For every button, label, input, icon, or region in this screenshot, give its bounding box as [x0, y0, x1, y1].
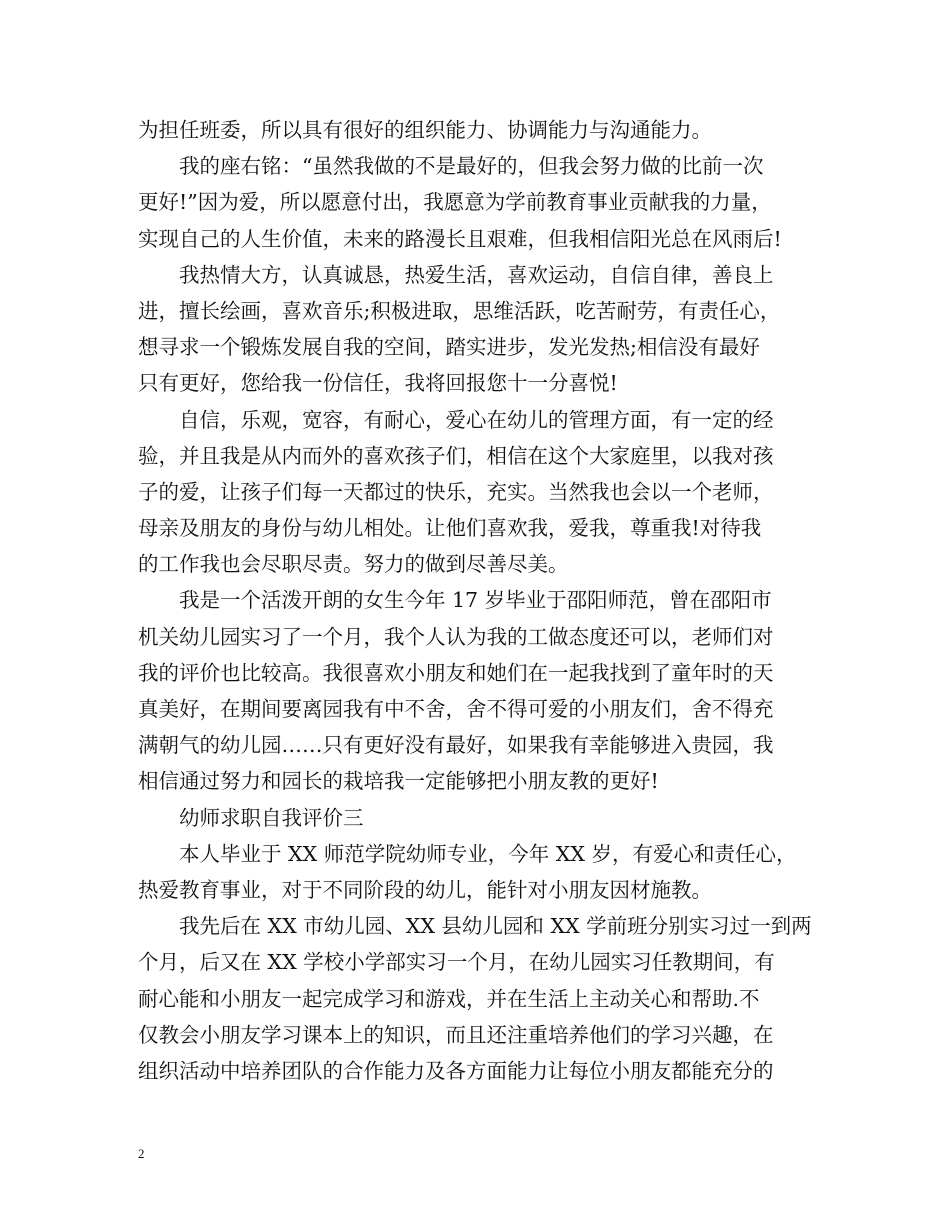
text-line: 仅教会小朋友学习课本上的知识，而且还注重培养他们的学习兴趣，在 — [138, 1022, 774, 1047]
text-line: 实现自己的人生价值，未来的路漫长且艰难，但我相信阳光总在风雨后! — [138, 226, 782, 251]
body-text — [138, 112, 818, 1089]
text-line: 验，并且我是从内而外的喜欢孩子们，相信在这个大家庭里，以我对孩 — [138, 443, 774, 468]
text-line: 为担任班委，所以具有很好的组织能力、协调能力与沟通能力。 — [138, 118, 712, 142]
text-line: 满朝气的幼儿园……只有更好没有最好，如果我有幸能够进入贵园，我 — [138, 733, 774, 758]
text-line: 我的评价也比较高。我很喜欢小朋友和她们在一起我找到了童年时的天 — [138, 660, 774, 685]
text-line: 组织活动中培养团队的合作能力及各方面能力让每位小朋友都能充分的 — [138, 1058, 774, 1083]
text-line: 子的爱，让孩子们每一天都过的快乐，充实。当然我也会以一个老师， — [138, 479, 774, 504]
text-line: 个月，后又在 XX 学校小学部实习一个月，在幼儿园实习任教期间，有 — [138, 950, 775, 975]
text-line: 我的座右铭：“虽然我做的不是最好的，但我会努力做的比前一次 — [179, 154, 764, 179]
page-number: 2 — [138, 1146, 145, 1161]
text-line: 耐心能和小朋友一起完成学习和游戏，并在生活上主动关心和帮助.不 — [138, 986, 760, 1011]
text-line: 想寻求一个锻炼发展自我的空间，踏实进步，发光发热;相信没有最好 — [138, 335, 760, 360]
text-line: 母亲及朋友的身份与幼儿相处。让他们喜欢我，爱我，尊重我!对待我 — [138, 516, 762, 541]
text-line: 只有更好，您给我一份信任，我将回报您十一分喜悦! — [138, 371, 618, 396]
text-line: 热爱教育事业，对于不同阶段的幼儿，能针对小朋友因材施教。 — [138, 877, 712, 902]
text-line: 自信，乐观，宽容，有耐心，爱心在幼儿的管理方面，有一定的经 — [179, 407, 774, 432]
text-line: 更好!”因为爱，所以愿意付出，我愿意为学前教育事业贡献我的力量， — [138, 190, 772, 215]
text-line: 相信通过努力和园长的栽培我一定能够把小朋友教的更好! — [138, 769, 659, 794]
text-line: 我热情大方，认真诚恳，热爱生活，喜欢运动，自信自律，善良上 — [179, 262, 774, 287]
text-line: 本人毕业于 XX 师范学院幼师专业，今年 XX 岁，有爱心和责任心， — [179, 841, 797, 866]
text-line: 的工作我也会尽职尽责。努力的做到尽善尽美。 — [138, 552, 569, 577]
text-line: 我先后在 XX 市幼儿园、XX 县幼儿园和 XX 学前班分别实习过一到两 — [179, 914, 812, 939]
text-line: 进，擅长绘画，喜欢音乐;积极进取，思维活跃，吃苦耐劳，有责任心， — [138, 298, 781, 323]
text-line: 我是一个活泼开朗的女生今年 17 岁毕业于邵阳师范，曾在邵阳市 — [179, 588, 772, 613]
text-line: 真美好，在期间要离园我有中不舍，舍不得可爱的小朋友们，舍不得充 — [138, 697, 774, 721]
text-line: 机关幼儿园实习了一个月，我个人认为我的工做态度还可以，老师们对 — [138, 624, 774, 649]
text-line: 幼师求职自我评价三 — [179, 805, 364, 830]
